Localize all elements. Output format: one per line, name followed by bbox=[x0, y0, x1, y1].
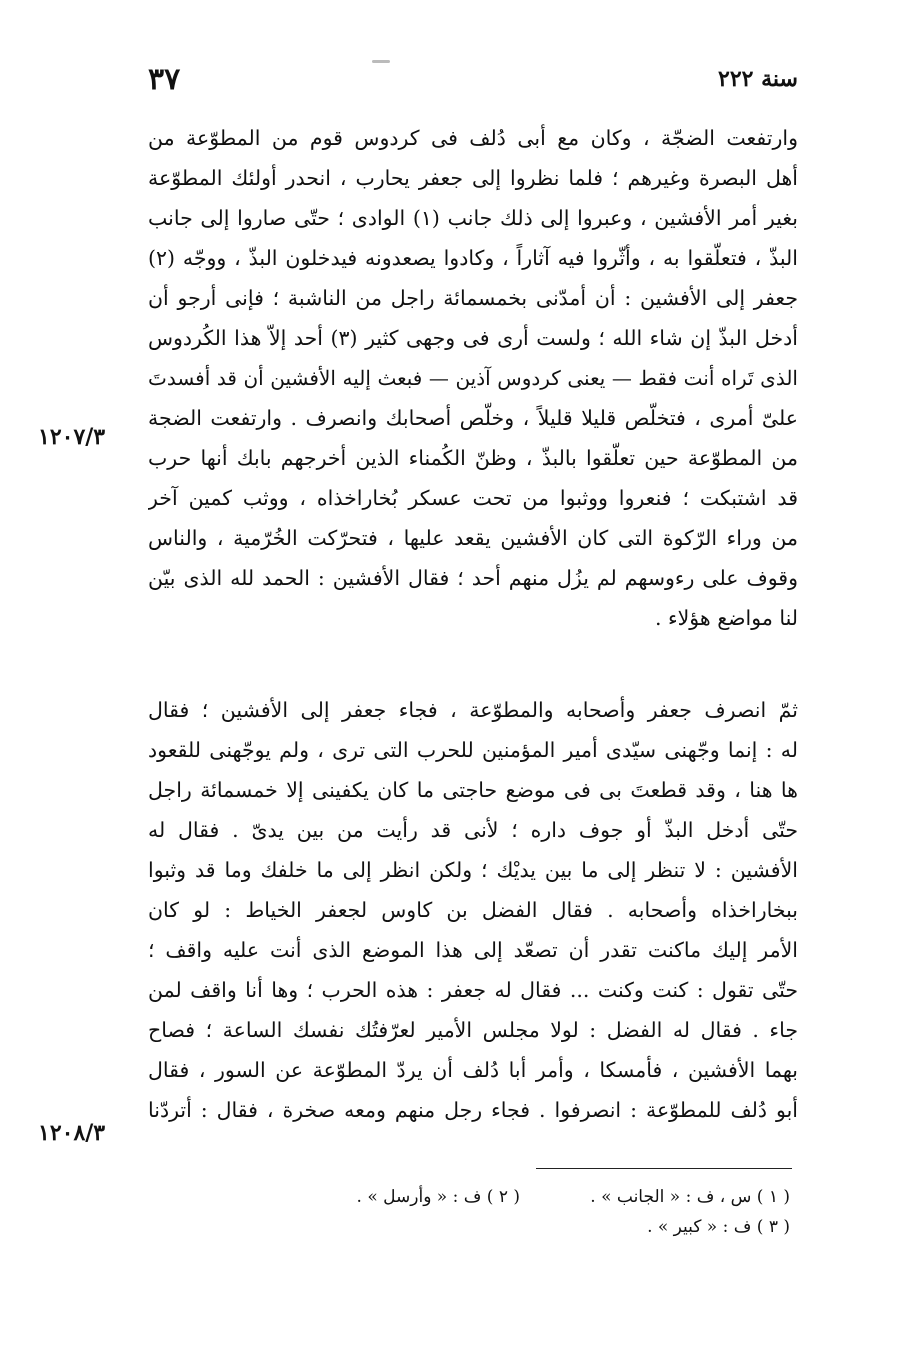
text-line: أهل البصرة وغيرهم ؛ فلما نظروا إلى جعفر يحارب ، انحدر أولئك المطوّعة bbox=[148, 166, 798, 190]
text-line: علىّ أمرى ، فتخلّص قليلا قليلاً ، وخلّص أصحابك وانصرف . وارتفعت الضجة bbox=[148, 406, 798, 430]
text-line: الأمر إليك ماكنت تقدر أن تصعّد إلى هذا الموضع الذى أنت عليه واقف ؛ bbox=[148, 938, 798, 962]
footnotes bbox=[280, 1182, 790, 1242]
footnote-row bbox=[280, 1212, 790, 1242]
text-line: الأفشين : لا تنظر إلى ما بين يديْك ؛ ولكن انظر إلى ما خلفك وما قد وثبوا bbox=[148, 858, 798, 882]
text-line: ثمّ انصرف جعفر وأصحابه والمطوّعة ، فجاء جعفر إلى الأفشين ؛ فقال bbox=[148, 698, 798, 722]
footnote-row bbox=[280, 1182, 790, 1212]
paragraph-2 bbox=[148, 690, 798, 1130]
text-line: من المطوّعة حين تعلّقوا بالبذّ ، وظنّ الكُمناء الذين أخرجهم بابك أنها حرب bbox=[148, 446, 798, 470]
running-head: سنة ٢٢٢ bbox=[718, 66, 798, 92]
text-line: البذّ ، فتعلّقوا به ، وأثّروا فيه آثاراً ، وكادوا يصعدونه فيدخلون البذّ ، ووجّه (٢) bbox=[148, 246, 798, 270]
page-header bbox=[148, 62, 798, 102]
text-line: بغير أمر الأفشين ، وعبروا إلى ذلك جانب (١) الوادى ؛ حتّى صاروا إلى جانب bbox=[148, 206, 798, 230]
footnote-divider bbox=[536, 1168, 792, 1169]
text-line: أدخل البذّ إن شاء الله ؛ ولست أرى فى وجهى كثير (٣) أحد إلاّ هذا الكُردوس bbox=[148, 326, 798, 350]
page-number: ٣٧ bbox=[148, 62, 181, 97]
text-line: جاء . فقال له الفضل : لولا مجلس الأمير لعرّفتُك نفسك الساعة ؛ فصاح bbox=[148, 1018, 798, 1042]
footnote-2: ( ٢ ) ف : « وأرسل » . bbox=[356, 1187, 520, 1207]
text-line: ببخاراخذاه وأصحابه . فقال الفضل بن كاوس لجعفر الخياط : لو كان bbox=[148, 898, 798, 922]
marginal-reference: ١٢٠٨/٣ bbox=[38, 1120, 106, 1146]
text-line: من وراء الرّكوة التى كان الأفشين يقعد عليها ، فتحرّكت الخُرّمية ، والناس bbox=[148, 526, 798, 550]
text-line: لنا مواضع هؤلاء . bbox=[654, 606, 798, 630]
paragraph-1 bbox=[148, 118, 798, 638]
text-line: أبو دُلف للمطوّعة : انصرفوا . فجاء رجل منهم ومعه صخرة ، فقال : أتردّنا bbox=[148, 1098, 798, 1122]
text-line: وقوف على رءوسهم لم يزُل منهم أحد ؛ فقال الأفشين : الحمد لله الذى بيّن bbox=[148, 566, 798, 590]
text-line: قد اشتبكت ؛ فنعروا ووثبوا من تحت عسكر بُخاراخذاه ، ووثب كمين آخر bbox=[148, 486, 798, 510]
text-line: له : إنما وجّهنى سيّدى أمير المؤمنين للحرب التى ترى ، ولم يوجّهنى للقعود bbox=[148, 738, 798, 762]
text-line: الذى تَراه أنت فقط — يعنى كردوس آذين — فبعث إليه الأفشين أن قد أفسدتَ bbox=[148, 366, 798, 390]
text-line: حتّى تقول : كنت وكنت ... فقال له جعفر : هذه الحرب ؛ وها أنا واقف لمن bbox=[148, 978, 798, 1002]
text-line: بهما الأفشين ، فأمسكا ، وأمر أبا دُلف أن يردّ المطوّعة عن السور ، فقال bbox=[148, 1058, 798, 1082]
text-line: جعفر إلى الأفشين : أن أمدّنى بخمسمائة راجل من الناشبة ؛ فإنى أرجو أن bbox=[148, 286, 798, 310]
footnote-3: ( ٣ ) ف : « كبير » . bbox=[647, 1217, 790, 1237]
footnote-1: ( ١ ) س ، ف : « الجانب » . bbox=[590, 1187, 790, 1207]
text-line: ها هنا ، وقد قطعتَ بى فى موضع حاجتى ما كان يكفينى إلا خمسمائة راجل bbox=[148, 778, 798, 802]
text-line: حتّى أدخل البذّ أو جوف داره ؛ لأنى قد رأيت من بين يدىّ . فقال له bbox=[148, 818, 798, 842]
marginal-reference: ١٢٠٧/٣ bbox=[38, 424, 106, 450]
text-line: وارتفعت الضجّة ، وكان مع أبى دُلف فى كردوس قوم من المطوّعة من bbox=[148, 126, 798, 150]
